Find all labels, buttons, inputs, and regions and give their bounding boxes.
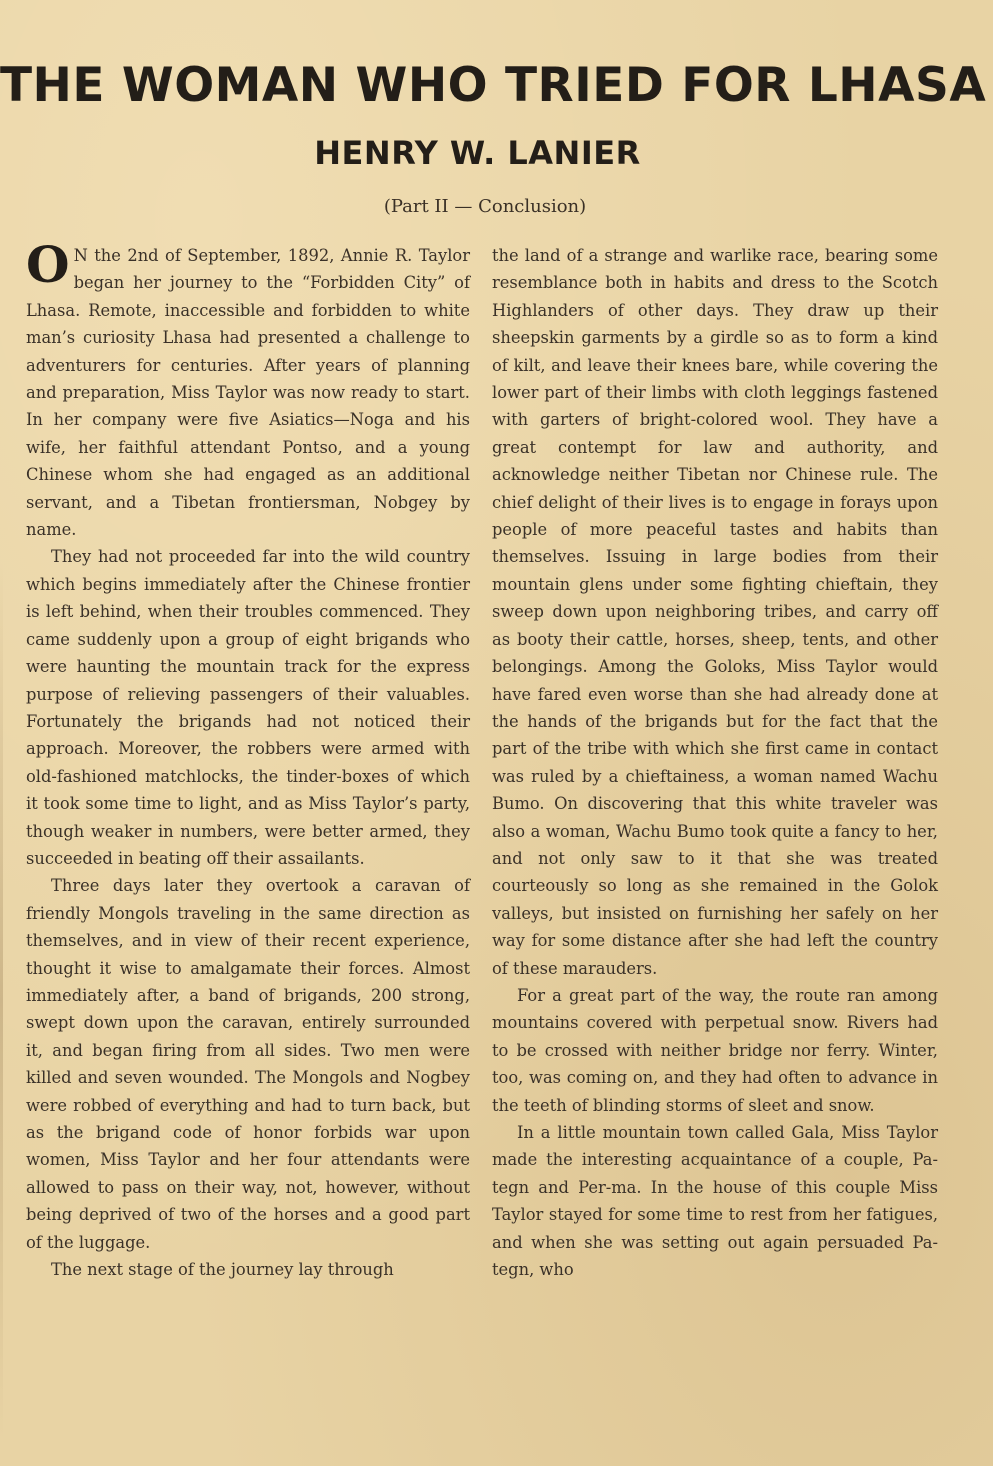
paragraph: For a great part of the way, the route ran among mountains covered with perpetual snow. Rivers had to be crossed with neither bridge nor ferry. Winter, too, was coming on, and they had often to advance in the teeth of blinding storms of sleet and snow. bbox=[492, 985, 938, 1115]
paragraph bbox=[26, 235, 470, 543]
lead-in-caps: N bbox=[73, 246, 88, 265]
article-subtitle: (Part II — Conclusion) bbox=[383, 196, 587, 217]
page-fold-shadow bbox=[0, 560, 3, 1440]
paragraph: the land of a strange and warlike race, bearing some resemblance both in habits and dress to the Scotch Highlanders of other days. They draw up their sheepskin garments by a girdle so as to form a kind of kilt, and leave their knees bare, while covering the lower part of their limbs with cloth leggings fastened with garters of bright-colored wool. They have a great contempt for law and authority, and acknowledge neither Tibetan nor Chinese rule. The chief delight of their lives is to engage in forays upon people of more peaceful tastes and habits than themselves. Issuing in large bodies from their mountain glens under some fighting chieftain, they sweep down upon neighboring tribes, and carry off as booty their cattle, horses, sheep, tents, and other belongings. Among the Goloks, Miss Taylor would have fared even worse than she had already done at the hands of the brigands but for the fact that the part of the tribe with which she first came in contact was ruled by a chieftainess, a woman named Wachu Bumo. On discovering that this white traveler was also a woman, Wachu Bumo took quite a fancy to her, and not only saw to it that she was treated courteously so long as she remained in the Golok valleys, but insisted on furnishing her safely on her way for some distance after she had left the country of these marauders. bbox=[492, 246, 938, 978]
paragraph: In a little mountain town called Gala, Miss Taylor made the interesting acquaintance of a couple, Pa-tegn and Per-ma. In the house of this couple Miss Taylor stayed for some time to rest from her fatigues, and when she was setting out again persuaded Pa-tegn, who bbox=[492, 1123, 938, 1280]
paragraph-text: the 2nd of September, 1892, Annie R. Taylor began her journey to the “Forbidden City” of Lhasa. Remote, inaccessible and forbidden to white man’s curiosity Lhasa had presented a challenge to adventurers for centuries. After years of planning and preparation, Miss Taylor was now ready to start. In her company were five Asiatics—Noga and his wife, her faithful attendant Pontso, and a young Chinese whom she had engaged as an additional servant, and a Tibetan frontiersman, Nobgey by name. bbox=[26, 246, 470, 540]
paragraph: The next stage of the journey lay through bbox=[51, 1260, 394, 1280]
paragraph: They had not proceeded far into the wild country which begins immediately after the Chinese frontier is left behind, when their troubles commenced. They came suddenly upon a group of eight brigands who were haunting the mountain track for the express purpose of relieving passengers of their valuables. Fortunately the brigands had not noticed their approach. Moreover, the robbers were armed with old-fashioned matchlocks, the tinder-boxes of which it took some time to light, and as Miss Taylor’s party, though weaker in numbers, were better armed, they succeeded in beating off their assailants. bbox=[26, 547, 470, 868]
paragraph: Three days later they overtook a caravan of friendly Mongols traveling in the same direction as themselves, and in view of their recent experience, thought it wise to amalgamate their forces. Almost immediately after, a band of brigands, 200 strong, swept down upon the caravan, entirely surrounded it, and began firing from all sides. Two men were killed and seven wounded. The Mongols and Nogbey were robbed of everything and had to turn back, but as the brigand code of honor forbids war upon women, Miss Taylor and her four attendants were allowed to pass on their way, not, however, without being deprived of two of the horses and a good part of the luggage. bbox=[26, 876, 470, 1252]
drop-cap: O bbox=[26, 235, 70, 294]
article-author: HENRY W. LANIER bbox=[314, 134, 641, 172]
article-title: THE WOMAN WHO TRIED FOR LHASA bbox=[0, 58, 987, 113]
left-column bbox=[26, 235, 470, 1283]
right-column bbox=[492, 242, 938, 1283]
